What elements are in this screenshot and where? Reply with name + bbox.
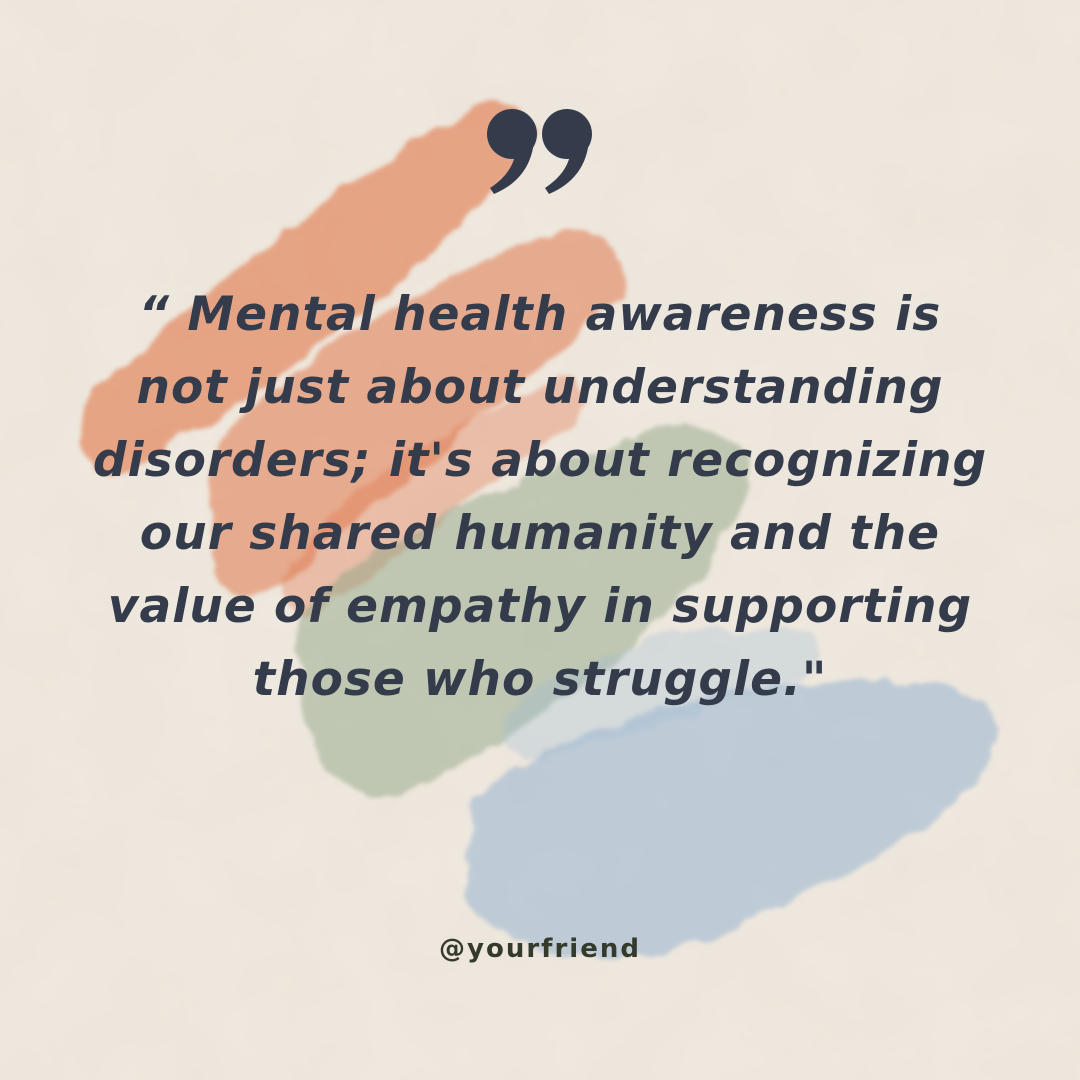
closing-double-quote-icon <box>482 106 598 196</box>
author-handle: @yourfriend <box>439 934 641 964</box>
quote-text: “ Mental health awareness is not just about understanding disorders; it's about recognizing our shared humanity and the value of empathy in supporting those who struggle." <box>92 287 988 707</box>
